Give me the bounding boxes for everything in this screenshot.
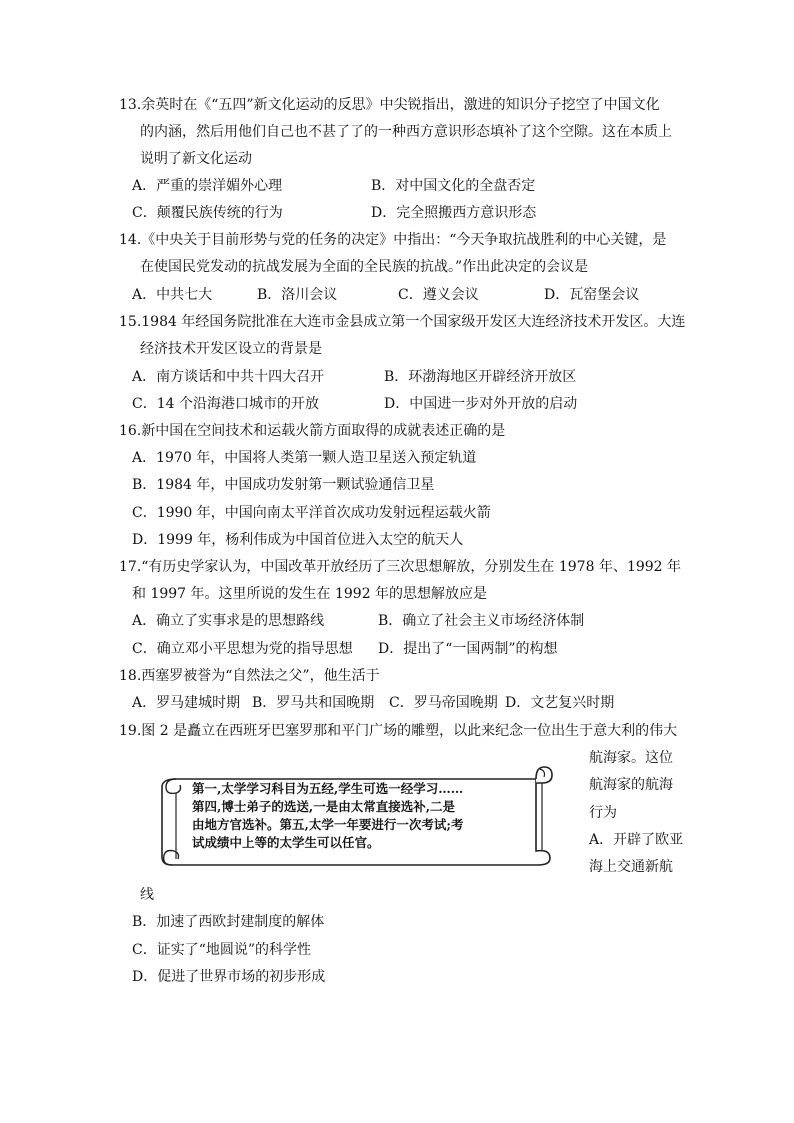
- q19-side-line2: 航海家的航海: [589, 777, 673, 793]
- q19-option-c: C．证实了“地圆说”的科学性: [132, 942, 312, 958]
- q13-stem-line3: 说明了新文化运动: [140, 151, 252, 167]
- scroll-text-line1: 第一,太学学习科目为五经,学生可选一经学习……: [192, 781, 464, 796]
- q18-option-a: A．罗马建城时期: [132, 695, 241, 711]
- q14-option-b: B．洛川会议: [257, 287, 338, 303]
- q15-stem-line2: 经济技术开发区设立的背景是: [140, 341, 322, 357]
- q19-option-a-line2: 海上交通新航: [589, 859, 673, 875]
- q13-option-d: D．完全照搬西方意识形态: [371, 205, 537, 221]
- q19-side-line1: 航海家。这位: [589, 750, 673, 766]
- q17-option-b: B．确立了社会主义市场经济体制: [378, 613, 585, 629]
- q13-stem-line1: 13.余英时在《“五四”新文化运动的反思》中尖锐指出，激进的知识分子挖空了中国文化: [119, 97, 660, 113]
- q14-stem-line2: 在使国民党发动的抗战发展为全面的全民族的抗战。”作出此决定的会议是: [140, 259, 589, 275]
- q13-option-a: A．严重的崇洋媚外心理: [132, 178, 283, 194]
- q16-option-c: C．1990 年，中国向南太平洋首次成功发射远程运载火箭: [132, 505, 491, 521]
- q17-stem-line2: 和 1997 年。这里所说的发生在 1992 年的思想解放应是: [132, 586, 488, 602]
- q16-option-a: A．1970 年，中国将人类第一颗人造卫星送入预定轨道: [132, 450, 477, 466]
- q17-option-d: D．提出了“一国两制”的构想: [378, 641, 558, 657]
- q15-option-b: B．环渤海地区开辟经济开放区: [384, 369, 577, 385]
- q19-side-line3: 行为: [589, 805, 617, 821]
- q18-stem-line1: 18.西塞罗被誉为“自然法之父”，他生活于: [119, 668, 380, 684]
- q18-option-b: B．罗马共和国晚期: [252, 695, 375, 711]
- q17-option-c: C．确立邓小平思想为党的指导思想: [132, 641, 353, 657]
- q13-stem-line2: 的内涵，然后用他们自己也不甚了了的一种西方意识形态填补了这个空隙。这在本质上: [140, 124, 672, 140]
- q15-stem-line1: 15.1984 年经国务院批准在大连市金县成立第一个国家级开发区大连经济技术开发区。大连: [119, 314, 686, 330]
- q16-option-b: B．1984 年，中国成功发射第一颗试验通信卫星: [132, 477, 435, 493]
- q14-stem-line1: 14.《中央关于目前形势与党的任务的决定》中指出：“今天争取抗战胜利的中心关键，是: [119, 232, 667, 248]
- q19-option-a-line3: 线: [140, 887, 154, 903]
- q14-option-d: D．瓦窑堡会议: [544, 287, 640, 303]
- q19-option-d: D．促进了世界市场的初步形成: [132, 969, 326, 985]
- scroll-text-line2: 第四,博士弟子的选送,一是由太常直接选补,二是: [192, 799, 456, 814]
- q15-option-a: A．南方谈话和中共十四大召开: [132, 369, 325, 385]
- scroll-text-line4: 试成绩中上等的太学生可以任官。: [192, 835, 380, 850]
- q18-option-c: C．罗马帝国晚期: [389, 695, 498, 711]
- q14-option-a: A．中共七大: [132, 287, 213, 303]
- q13-option-c: C．颠覆民族传统的行为: [132, 205, 283, 221]
- q15-option-c: C．14 个沿海港口城市的开放: [132, 396, 319, 412]
- q13-option-b: B．对中国文化的全盘否定: [371, 178, 536, 194]
- scroll-figure: [158, 765, 553, 867]
- q19-stem-line1: 19.图 2 是矗立在西班牙巴塞罗那和平门广场的雕塑，以此来纪念一位出生于意大利的伟大: [119, 723, 678, 739]
- q15-option-d: D．中国进一步对外开放的启动: [384, 396, 578, 412]
- q14-option-c: C．遵义会议: [398, 287, 479, 303]
- q16-option-d: D．1999 年，杨利伟成为中国首位进入太空的航天人: [132, 532, 464, 548]
- q18-option-d: D．文艺复兴时期: [505, 695, 615, 711]
- scroll-text-line3: 由地方官选补。第五,太学一年要进行一次考试;考: [192, 817, 464, 832]
- q16-stem-line1: 16.新中国在空间技术和运载火箭方面取得的成就表述正确的是: [119, 423, 506, 439]
- q19-option-a-line1: A．开辟了欧亚: [589, 832, 684, 848]
- q17-stem-line1: 17.“有历史学家认为，中国改革开放经历了三次思想解放，分别发生在 1978 年、1992 年: [119, 559, 682, 575]
- q19-option-b: B．加速了西欧封建制度的解体: [132, 914, 325, 930]
- q17-option-a: A．确立了实事求是的思想路线: [132, 613, 325, 629]
